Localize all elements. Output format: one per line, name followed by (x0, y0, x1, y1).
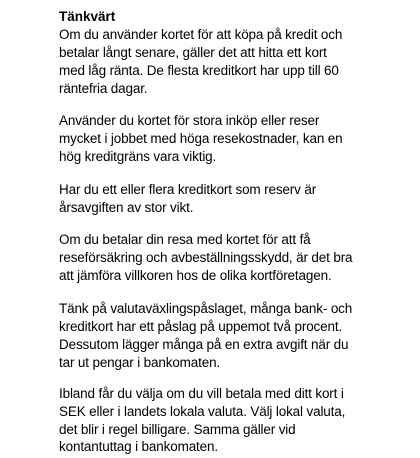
paragraph-5-line-1: Tänk på valutaväxlingspåslaget, många bank- och (59, 301, 353, 316)
paragraph-4-line-3: att jämföra villkoren hos de olika kortföretagen. (59, 268, 332, 283)
document-heading: Tänkvärt (59, 9, 116, 24)
paragraph-6-line-3: det blir i regel billigare. Samma gäller vid (59, 422, 296, 437)
paragraph-5-line-3: Dessutom lägger många på en extra avgift när du (59, 337, 349, 352)
paragraph-6-line-2: SEK eller i landets lokala valuta. Välj lokal valuta, (59, 404, 346, 419)
paragraph-2-line-2: mycket i jobbet med höga resekostnader, kan en (59, 131, 343, 146)
paragraph-6-line-1: Ibland får du välja om du vill betala med ditt kort i (59, 386, 344, 401)
paragraph-3-line-1: Har du ett eller flera kreditkort som reserv är (59, 182, 317, 197)
paragraph-1-line-3: med låg ränta. De flesta kreditkort har upp till 60 (59, 63, 339, 78)
paragraph-2-line-3: hög kreditgräns vara viktig. (59, 149, 217, 164)
paragraph-6-line-4: kontantuttag i bankomaten. (59, 439, 218, 454)
paragraph-1-line-4: räntefria dagar. (59, 81, 148, 96)
paragraph-1-line-1: Om du använder kortet för att köpa på kredit och (59, 27, 343, 42)
paragraph-2-line-1: Använder du kortet för stora inköp eller reser (59, 113, 320, 128)
paragraph-4-line-1: Om du betalar din resa med kortet för att få (59, 232, 311, 247)
paragraph-3-line-2: årsavgiften av stor vikt. (59, 200, 194, 215)
paragraph-5-line-4: tar ut pengar i bankomaten. (59, 355, 221, 370)
paragraph-1-line-2: betalar långt senare, gäller det att hitta ett kort (59, 45, 327, 60)
paragraph-4-line-2: reseförsäkring och avbeställningsskydd, är det bra (59, 250, 353, 265)
paragraph-5-line-2: kreditkort har ett påslag på uppemot två procent. (59, 319, 343, 334)
